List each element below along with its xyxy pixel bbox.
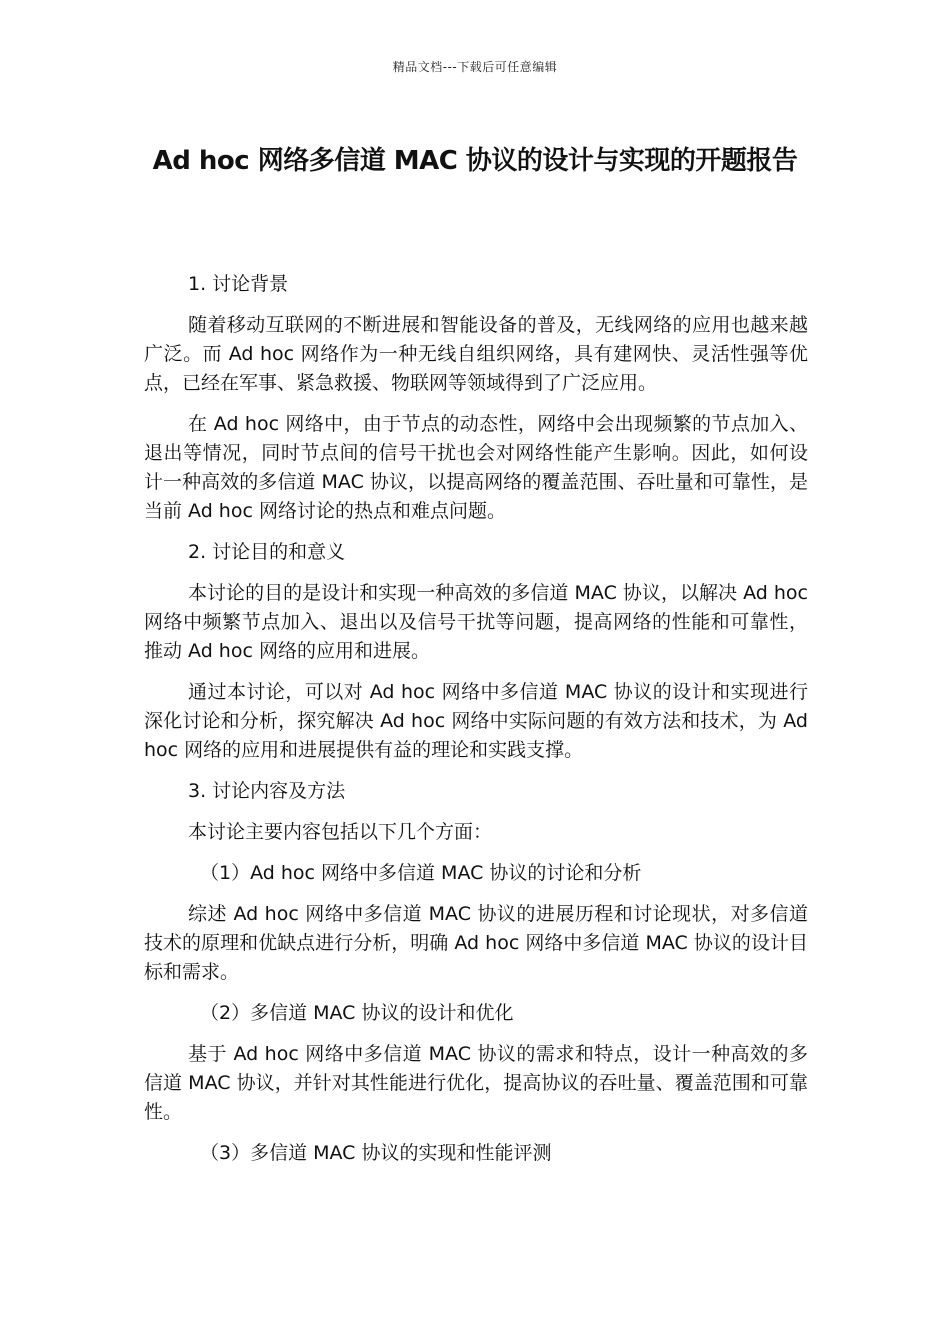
paragraph: 基于 Ad hoc 网络中多信道 MAC 协议的需求和特点，设计一种高效的多信道 MAC 协议，并针对其性能进行优化，提高协议的吞吐量、覆盖范围和可靠性。 [144, 1043, 808, 1123]
paragraph: 随着移动互联网的不断进展和智能设备的普及，无线网络的应用也越来越广泛。而 Ad hoc 网络作为一种无线自组织网络，具有建网快、灵活性强等优点，已经在军事、紧急救援、物联网等领域得到了广泛应用。 [144, 314, 808, 394]
document-title: Ad hoc 网络多信道 MAC 协议的设计与实现的开题报告 [152, 146, 798, 176]
section-heading-background: 1. 讨论背景 [188, 273, 289, 295]
paragraph: 本讨论主要内容包括以下几个方面： [188, 821, 493, 843]
subsection-heading: （1）Ad hoc 网络中多信道 MAC 协议的讨论和分析 [200, 862, 642, 884]
paragraph: 在 Ad hoc 网络中，由于节点的动态性，网络中会出现频繁的节点加入、退出等情况，同时节点间的信号干扰也会对网络性能产生影响。因此，如何设计一种高效的多信道 MAC 协议，以提高网络的覆盖范围、吞吐量和可靠性，是当前 Ad hoc 网络讨论的热点和难点问题。 [144, 413, 808, 522]
page-header: 精品文档---下载后可任意编辑 [392, 60, 558, 74]
subsection-heading: （3）多信道 MAC 协议的实现和性能评测 [200, 1142, 552, 1164]
paragraph: 本讨论的目的是设计和实现一种高效的多信道 MAC 协议，以解决 Ad hoc 网络中频繁节点加入、退出以及信号干扰等问题，提高网络的性能和可靠性，推动 Ad hoc 网络的应用和进展。 [144, 582, 808, 662]
document-body [144, 270, 808, 1180]
paragraph: 综述 Ad hoc 网络中多信道 MAC 协议的进展历程和讨论现状，对多信道技术的原理和优缺点进行分析，明确 Ad hoc 网络中多信道 MAC 协议的设计目标和需求。 [144, 903, 808, 983]
paragraph: 通过本讨论，可以对 Ad hoc 网络中多信道 MAC 协议的设计和实现进行深化讨论和分析，探究解决 Ad hoc 网络中实际问题的有效方法和技术，为 Ad hoc 网络的应用和进展提供有益的理论和实践支撑。 [144, 681, 808, 761]
section-heading-content-methods: 3. 讨论内容及方法 [188, 780, 346, 802]
subsection-heading: （2）多信道 MAC 协议的设计和优化 [200, 1002, 514, 1024]
section-heading-purpose: 2. 讨论目的和意义 [188, 541, 346, 563]
